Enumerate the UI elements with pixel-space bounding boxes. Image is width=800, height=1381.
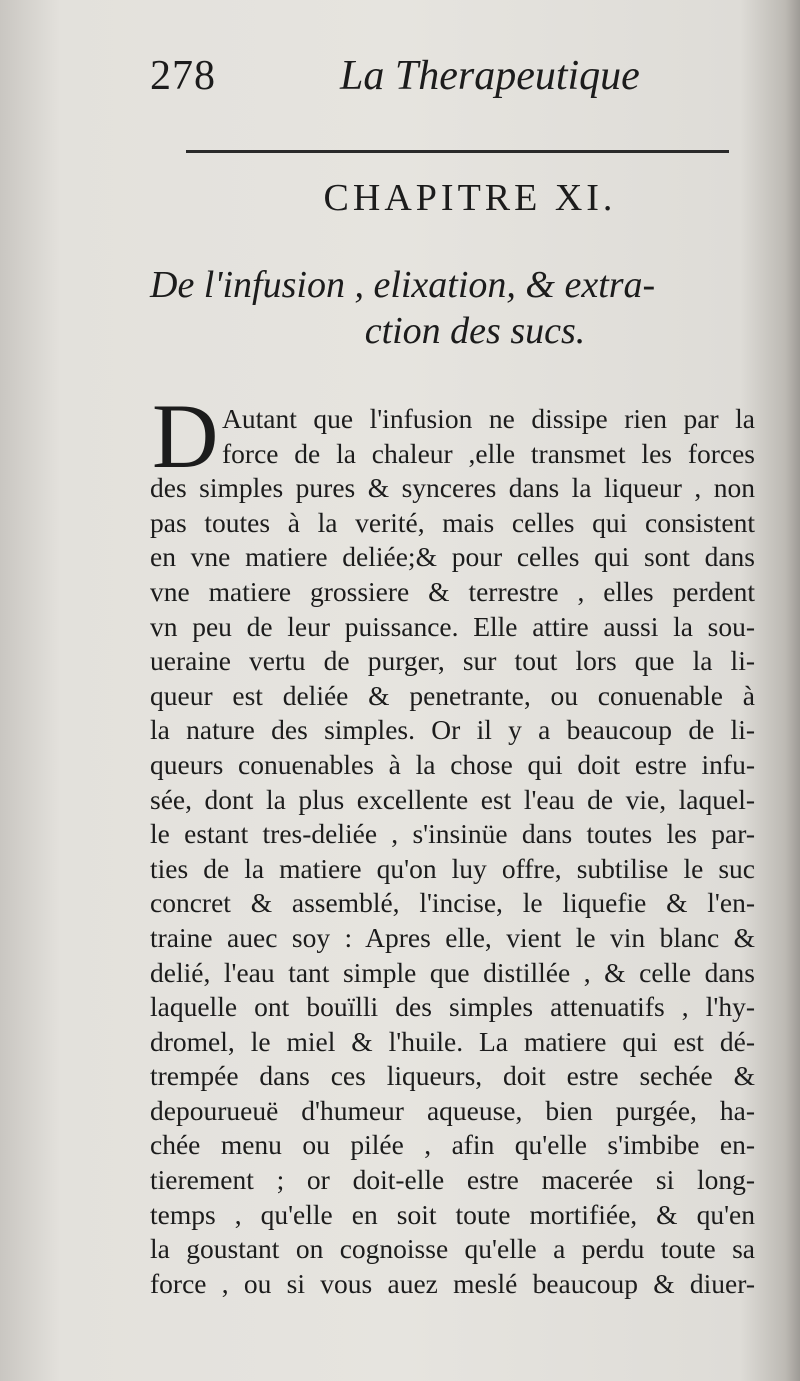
text-line: concret & assemblé, l'incise, le liquefie & l'en- bbox=[150, 887, 755, 919]
text-line: chée menu ou pilée , afin qu'elle s'imbibe en- bbox=[150, 1129, 755, 1161]
text-line: delié, l'eau tant simple que distillée , & celle dans bbox=[150, 956, 755, 988]
text-line: force de la chaleur ,elle transmet les forces bbox=[222, 437, 755, 469]
drop-cap: D bbox=[152, 385, 219, 487]
text-line: laquelle ont bouïlli des simples attenuatifs , l'hy- bbox=[150, 991, 755, 1023]
text-line: queurs conuenables à la chose qui doit estre infu- bbox=[150, 748, 755, 780]
text-line: tierement ; or doit-elle estre macerée si long- bbox=[150, 1164, 755, 1196]
body-text bbox=[150, 402, 755, 1301]
chapter-title-line: De l'infusion , elixation, & extra- bbox=[150, 264, 656, 306]
text-line: traine auec soy : Apres elle, vient le vin blanc & bbox=[150, 921, 755, 953]
text-line: des simples pures & synceres dans la liqueur , non bbox=[150, 472, 755, 504]
text-line: ties de la matiere qu'on luy offre, subtilise le suc bbox=[150, 852, 755, 884]
text-line: ueraine vertu de purger, sur tout lors que la li- bbox=[150, 645, 755, 677]
chapter-title bbox=[150, 262, 760, 354]
header-rule bbox=[186, 150, 729, 153]
text-line: pas toutes à la verité, mais celles qui consistent bbox=[150, 506, 755, 538]
text-line: le estant tres-deliée , s'insinüe dans toutes les par- bbox=[150, 818, 755, 850]
text-line: vne matiere grossiere & terrestre , elles perdent bbox=[150, 575, 755, 607]
text-line: la goustant on cognoisse qu'elle a perdu toute sa bbox=[150, 1233, 755, 1265]
text-line: depourueuë d'humeur aqueuse, bien purgée, ha- bbox=[150, 1094, 755, 1126]
text-line: Autant que l'infusion ne dissipe rien par la bbox=[222, 403, 755, 434]
text-line: sée, dont la plus excellente est l'eau de vie, laquel- bbox=[150, 783, 755, 815]
text-line: temps , qu'elle en soit toute mortifiée, & qu'en bbox=[150, 1198, 755, 1230]
running-title: La Therapeutique bbox=[340, 53, 640, 99]
text-line: dromel, le miel & l'huile. La matiere qui est dé- bbox=[150, 1025, 755, 1057]
text-line: queur est deliée & penetrante, ou conuenable à bbox=[150, 679, 755, 711]
text-line: trempée dans ces liqueurs, doit estre sechée & bbox=[150, 1060, 755, 1092]
chapter-heading: CHAPITRE XI. bbox=[323, 177, 617, 219]
text-line: vn peu de leur puissance. Elle attire aussi la sou- bbox=[150, 610, 755, 642]
text-line: la nature des simples. Or il y a beaucoup de li- bbox=[150, 714, 755, 746]
chapter-title-line: ction des sucs. bbox=[364, 310, 586, 352]
running-head bbox=[150, 52, 640, 102]
text-line: force , ou si vous auez meslé beaucoup & diuer- bbox=[150, 1267, 755, 1299]
text-line: en vne matiere deliée;& pour celles qui sont dans bbox=[150, 541, 755, 573]
page-number: 278 bbox=[150, 53, 216, 99]
